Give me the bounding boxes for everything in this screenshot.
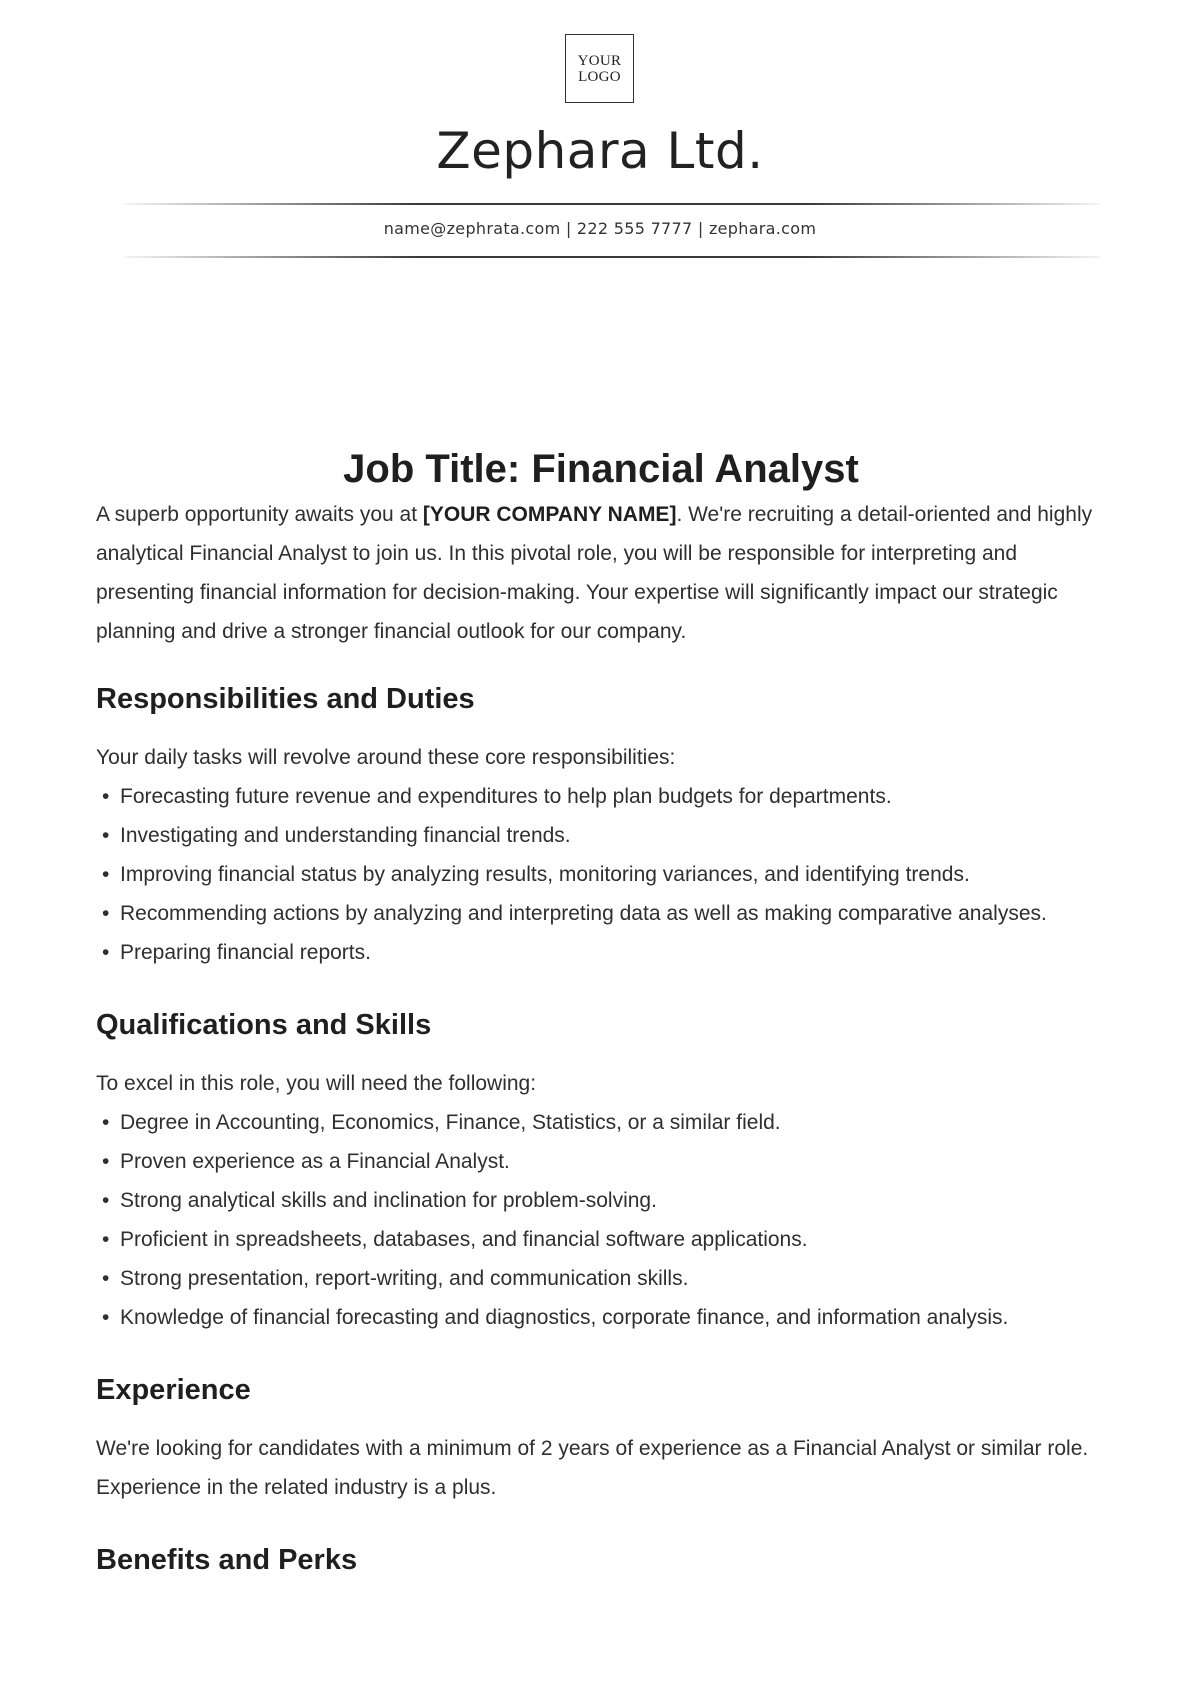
company-name-placeholder: [YOUR COMPANY NAME]	[422, 503, 677, 526]
intro-text-start: A superb opportunity awaits you at	[96, 503, 423, 526]
header-divider-top	[125, 203, 1100, 205]
company-logo	[565, 34, 634, 103]
benefits-heading: Benefits and Perks	[96, 1544, 358, 1576]
job-title: Job Title: Financial Analyst	[343, 447, 859, 491]
intro-text-end: . We're recruiting a detail-oriented and highly analytical Financial Analyst to join us. In this pivotal role, you will be responsible for interpreting and presenting financial information for decision-making. Your expertise will significantly impact our strategic planning and drive a stronger financial outlook for our company.	[96, 503, 1093, 643]
logo-text-line1: YOUR	[577, 52, 622, 69]
document-body	[96, 443, 1106, 1579]
header-divider-bottom	[125, 256, 1100, 258]
list-item: • Knowledge of financial forecasting and diagnostics, corporate finance, and information analysis.	[96, 1298, 1106, 1337]
list-item: • Improving financial status by analyzing results, monitoring variances, and identifying trends.	[96, 855, 1106, 894]
list-item: • Strong presentation, report-writing, and communication skills.	[96, 1259, 1106, 1298]
list-item: • Proficient in spreadsheets, databases, and financial software applications.	[96, 1220, 1106, 1259]
list-item: • Investigating and understanding financial trends.	[96, 816, 1106, 855]
experience-text: We're looking for candidates with a minimum of 2 years of experience as a Financial Analyst or similar role. Experience in the related industry is a plus.	[96, 1437, 1089, 1499]
qualifications-heading: Qualifications and Skills	[96, 1009, 432, 1041]
list-item: • Strong analytical skills and inclination for problem-solving.	[96, 1181, 1106, 1220]
qualifications-list	[96, 1103, 1106, 1337]
contact-info: name@zephrata.com | 222 555 7777 | zephara.com	[383, 219, 817, 238]
qualifications-lead: To excel in this role, you will need the following:	[96, 1072, 537, 1095]
experience-heading: Experience	[96, 1374, 251, 1406]
intro-paragraph	[96, 495, 1106, 651]
responsibilities-heading: Responsibilities and Duties	[96, 683, 475, 715]
list-item: • Forecasting future revenue and expenditures to help plan budgets for departments.	[96, 777, 1106, 816]
list-item: • Proven experience as a Financial Analyst.	[96, 1142, 1106, 1181]
logo-text-line2: LOGO	[578, 68, 621, 85]
responsibilities-list	[96, 777, 1106, 972]
responsibilities-lead: Your daily tasks will revolve around these core responsibilities:	[96, 746, 676, 769]
list-item: • Preparing financial reports.	[96, 933, 1106, 972]
list-item: • Recommending actions by analyzing and interpreting data as well as making comparative analyses.	[96, 894, 1106, 933]
list-item: • Degree in Accounting, Economics, Finance, Statistics, or a similar field.	[96, 1103, 1106, 1142]
company-name: Zephara Ltd.	[436, 122, 764, 180]
